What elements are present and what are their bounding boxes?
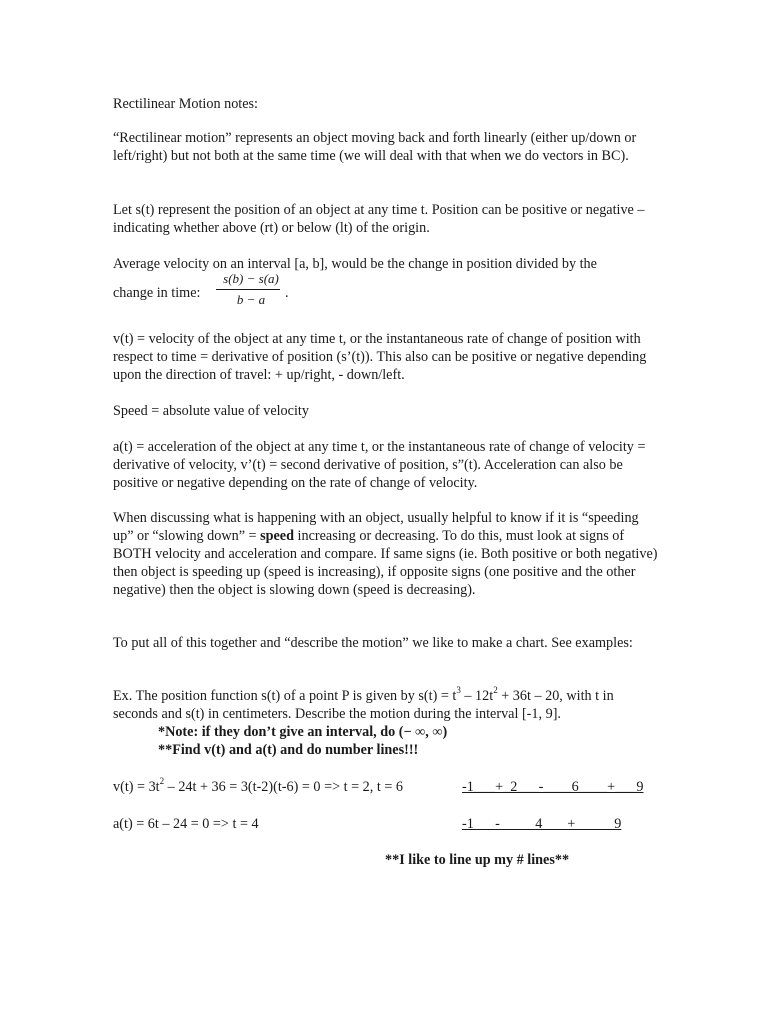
- acceleration-number-line: -1 - 4 + 9: [462, 816, 622, 832]
- example-problem: [113, 687, 658, 723]
- paragraph-chart: To put all of this together and “describe the motion” we like to make a chart. See examples:: [113, 635, 633, 651]
- example-text-2: – 12t: [460, 688, 494, 704]
- average-velocity-line2: change in time:: [113, 285, 201, 301]
- note-number-lines: **Find v(t) and a(t) and do number lines!!!: [158, 742, 419, 758]
- velocity-exponent: 2: [159, 776, 165, 787]
- paragraph-rectilinear-definition: “Rectilinear motion” represents an object moving back and forth linearly (either up/down or left/right) but not both at the same time (we will deal with that when we do vectors in BC).: [113, 130, 637, 164]
- note-interval: *Note: if they don’t give an interval, do (− ∞, ∞): [158, 724, 448, 740]
- velocity-equation: [113, 778, 403, 796]
- speed-text-before: When discussing what is happening with an object, usually helpful to know if it is “speeding up” or “slowing down” =: [113, 510, 639, 544]
- paragraph-speeding-up: [113, 509, 658, 599]
- average-velocity-fraction: [216, 271, 286, 308]
- fraction-period: .: [285, 285, 289, 301]
- example-exponent-1: 3: [456, 685, 461, 696]
- speed-text-after: increasing or decreasing. To do this, must look at signs of BOTH velocity and acceleration and compare. If same signs (ie. Both positive or both negative) then object is speeding up (speed is increasing), if opposite signs (one positive and the other negative) then the object is slowing down (speed is decreasing).: [113, 528, 658, 598]
- paragraph-average-velocity: [113, 255, 658, 273]
- acceleration-equation: a(t) = 6t – 24 = 0 => t = 4: [113, 816, 259, 832]
- fraction-bar: [216, 289, 280, 290]
- paragraph-speed: Speed = absolute value of velocity: [113, 403, 309, 419]
- fraction-denominator: b − a: [236, 292, 266, 307]
- paragraph-acceleration: a(t) = acceleration of the object at any time t, or the instantaneous rate of change of velocity = derivative of velocity, v’(t) = second derivative of position, s”(t). Acceleration can also be positive or negative depending on the rate of change of velocity.: [113, 439, 646, 491]
- example-exponent-2: 2: [493, 685, 498, 696]
- velocity-number-line: -1___+_2___-____6____+___9: [462, 779, 644, 795]
- notes-title: Rectilinear Motion notes:: [113, 96, 258, 112]
- speed-bold: speed: [260, 528, 294, 544]
- average-velocity-line1: Average velocity on an interval [a, b], would be the change in position divided by the: [113, 256, 597, 272]
- paragraph-velocity: v(t) = velocity of the object at any time t, or the instantaneous rate of change of position with respect to time = derivative of position (s’(t)). This also can be positive or negative depending upon the direction of travel: + up/right, - down/left.: [113, 331, 647, 383]
- paragraph-position: Let s(t) represent the position of an object at any time t. Position can be positive or negative – indicating whether above (rt) or below (lt) of the origin.: [113, 202, 645, 236]
- fraction-numerator: s(b) − s(a): [223, 271, 279, 286]
- closing-note: **I like to line up my # lines**: [385, 852, 570, 868]
- example-text-3: + 36t – 20, with t in seconds and s(t) in centimeters. Describe the motion during the interval [-1, 9].: [113, 688, 614, 722]
- velocity-text-1: v(t) = 3t: [113, 779, 160, 795]
- velocity-text-2: – 24t + 36 = 3(t-2)(t-6) = 0 => t = 2, t = 6: [164, 779, 403, 795]
- example-text-1: Ex. The position function s(t) of a point P is given by s(t) = t: [113, 688, 457, 704]
